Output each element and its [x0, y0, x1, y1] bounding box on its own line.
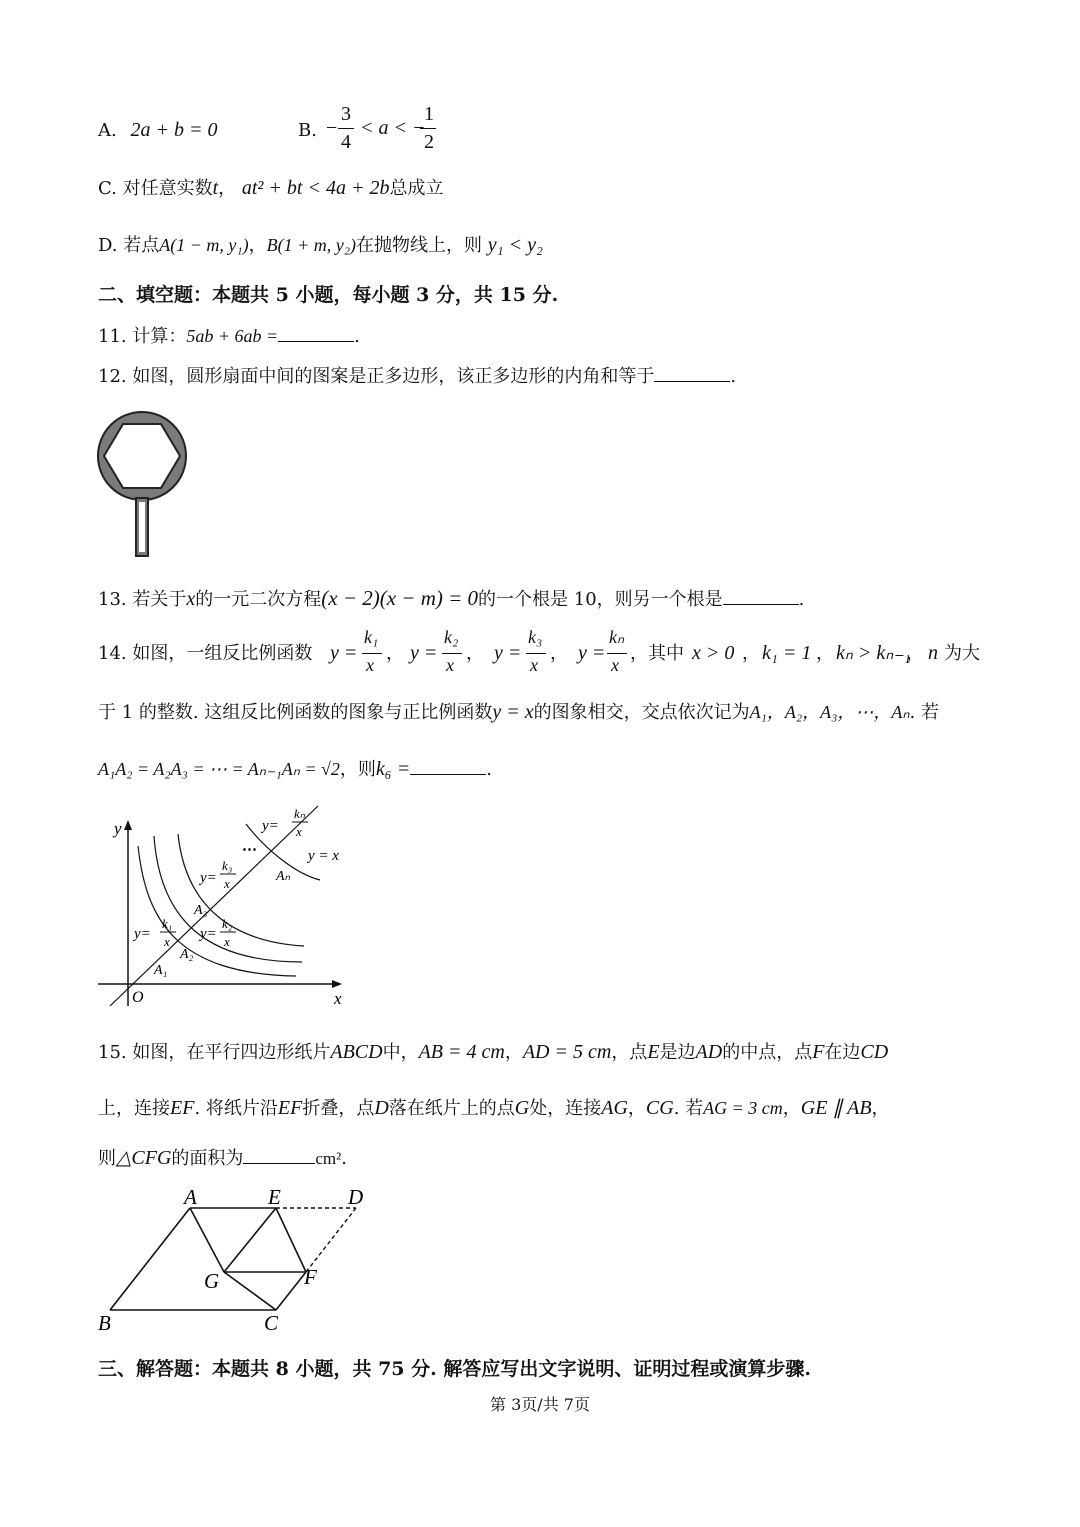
- q15-line1-c: ，点: [611, 1042, 648, 1063]
- q14-func4-k: kₙ: [609, 627, 625, 647]
- q12-text: 12. 如图，圆形扇面中间的图案是正多边形，该正多边形的内角和等于: [98, 366, 655, 387]
- question-15-line-2: [98, 1096, 890, 1120]
- q14-cond-k1: k₁ = 1: [762, 642, 812, 664]
- label-point-a1: A₁: [154, 963, 168, 978]
- segment-gc: [224, 1272, 276, 1310]
- q15-cd: CD: [860, 1041, 889, 1063]
- q15-line1-f: 的中点，点: [722, 1042, 813, 1063]
- q14-func2-bar: [442, 653, 462, 654]
- label-point-a: A: [184, 1185, 197, 1209]
- q15-e: E: [647, 1041, 660, 1063]
- q15-ad2: AD: [695, 1041, 723, 1063]
- option-d-expr: y₁ < y₂: [487, 234, 543, 256]
- question-12: [98, 366, 736, 388]
- q15-cg: CG: [645, 1097, 674, 1119]
- q15-line2-h: . 若: [673, 1098, 704, 1119]
- label-curve-k3-k: k₃: [222, 858, 233, 873]
- q14-func4-bar: [607, 653, 627, 654]
- segment-cf: [276, 1272, 306, 1310]
- label-line-y-equals-x: y = x: [308, 848, 339, 864]
- q15-g: G: [514, 1097, 530, 1119]
- label-curve-k2-y: y=: [200, 926, 217, 942]
- q15-line2-b: . 将纸片沿: [194, 1098, 278, 1119]
- q11-expr: 5ab + 6ab =: [186, 326, 279, 346]
- q14-func1-k: k₁: [364, 627, 379, 647]
- option-d-point-b: B(1 + m, y₂): [266, 235, 357, 255]
- q15-answer-blank[interactable]: [243, 1162, 315, 1164]
- q15-line1-g: 在边: [824, 1042, 861, 1063]
- q15-sep: ，: [504, 1042, 523, 1063]
- q14-func2-y: y =: [410, 642, 438, 664]
- q14-sep2: ，: [466, 643, 484, 664]
- option-b-mid: < a < −: [360, 117, 426, 139]
- q14-func4-y: y =: [578, 642, 606, 664]
- option-c-var: t: [212, 177, 219, 199]
- fan-handle-inner: [139, 502, 145, 552]
- option-d: [98, 233, 543, 257]
- q15-line2-e: 落在纸片上的点: [388, 1098, 515, 1119]
- q14-func3-bar: [526, 653, 546, 654]
- option-b-fracbar1: [338, 128, 354, 129]
- label-point-a3: A₃: [194, 903, 208, 918]
- option-b-num1: 3: [341, 103, 351, 125]
- q15-line1-b: 中，: [382, 1042, 419, 1063]
- label-point-e: E: [268, 1185, 281, 1209]
- option-c-prefix: C. 对任意实数: [98, 178, 213, 199]
- q12-end: .: [730, 366, 737, 387]
- label-point-f: F: [304, 1265, 317, 1289]
- q14-line3-expr: A₁A₂ = A₂A₃ = ⋯ = Aₙ₋₁Aₙ = √2: [98, 759, 340, 779]
- q15-ag3: AG = 3 cm: [703, 1098, 783, 1118]
- option-b-label: B.: [298, 120, 317, 141]
- q14-cond-n: n: [928, 642, 938, 664]
- x-axis-arrow-icon: [332, 980, 342, 988]
- q15-line3-b: 的面积为: [171, 1148, 244, 1169]
- label-origin: O: [132, 989, 144, 1006]
- label-point-d: D: [348, 1185, 364, 1209]
- segment-ge: [224, 1208, 276, 1272]
- q13-mid: 的一元二次方程: [195, 589, 322, 610]
- option-d-point-a: A(1 − m, y₁): [159, 235, 249, 255]
- q14-line2-b: 的图象相交，交点依次记为: [533, 702, 750, 723]
- q15-line1-a: 15. 如图，在平行四边形纸片: [98, 1042, 331, 1063]
- q14-func1-y: y =: [330, 642, 358, 664]
- option-b-num2: 1: [424, 103, 434, 125]
- q14-prefix: 14. 如图，一组反比例函数: [98, 643, 313, 664]
- q15-line2-end: ，: [871, 1098, 890, 1119]
- q15-line2-f: 处，连接: [529, 1098, 602, 1119]
- q15-ef: EF: [170, 1097, 195, 1119]
- q14-func3-y: y =: [494, 642, 522, 664]
- y-axis-arrow-icon: [124, 820, 132, 830]
- option-d-mid: 在抛物线上，则: [356, 235, 483, 256]
- q15-ab: AB = 4 cm: [418, 1041, 505, 1063]
- q14-line3-end: .: [486, 759, 492, 780]
- label-curve-k2-x: x: [224, 934, 230, 949]
- q15-line2-sep2: ，: [782, 1098, 801, 1119]
- segment-ef: [276, 1208, 306, 1272]
- q14-line1-end: 为大: [944, 643, 980, 664]
- option-a: [98, 118, 217, 142]
- q13-end: .: [798, 589, 805, 610]
- q14-func1-x: x: [366, 655, 374, 675]
- label-curve-k3-y: y=: [200, 870, 217, 886]
- question-14-line-2: [98, 700, 939, 724]
- q15-ge-parallel: GE ∥ AB: [800, 1097, 872, 1119]
- q15-line2-sep: ，: [627, 1098, 646, 1119]
- q15-abcd: ABCD: [330, 1041, 383, 1063]
- q13-answer-blank[interactable]: [723, 603, 799, 605]
- label-point-c: C: [264, 1311, 279, 1335]
- parallelogram-figure: [96, 1182, 386, 1342]
- q15-unit: cm²: [315, 1149, 342, 1168]
- option-c: [98, 176, 443, 200]
- question-14-line-3: [98, 757, 492, 781]
- question-15-line-1: [98, 1040, 888, 1064]
- section-3-heading: 三、解答题：本题共 8 小题，共 75 分. 解答应写出文字说明、证明过程或演算步骤.: [98, 1358, 811, 1380]
- q14-func2-x: x: [446, 655, 454, 675]
- option-a-label: A.: [98, 120, 117, 141]
- label-curve-k1-k: k₁: [162, 916, 173, 931]
- option-c-sep: ，: [218, 178, 237, 199]
- q14-line2-expr: y = x: [492, 701, 534, 723]
- q14-line2-points: A₁，A₂，A₃，⋯，Aₙ: [749, 702, 910, 722]
- option-d-sep: ，: [248, 235, 267, 256]
- label-point-a2: A₂: [180, 947, 194, 962]
- segment-df-dashed: [306, 1208, 356, 1272]
- q15-ad: AD = 5 cm: [522, 1041, 612, 1063]
- label-dots: ⋯: [242, 842, 257, 858]
- q11-end: .: [354, 326, 360, 347]
- q14-sep5: ，: [816, 643, 834, 664]
- q15-ef2: EF: [277, 1097, 303, 1119]
- label-curve-k1-y: y=: [134, 926, 151, 942]
- option-c-expr: at² + bt < 4a + 2b: [241, 177, 390, 199]
- q14-cond-x: x > 0: [692, 642, 735, 664]
- q14-line2-a: 于 1 的整数. 这组反比例函数的图象与正比例函数: [98, 702, 493, 723]
- q14-sep6: ，: [906, 643, 924, 664]
- q15-line3-a: 则: [98, 1148, 116, 1169]
- label-x-axis: x: [334, 989, 342, 1008]
- q14-answer-blank[interactable]: [410, 773, 486, 775]
- q14-cond-kn: kₙ > kₙ₋₁: [836, 642, 911, 664]
- label-curve-k2-k: k₂: [222, 916, 233, 931]
- q14-mid: ，其中: [630, 643, 684, 664]
- q15-line2-c: 折叠，点: [302, 1098, 375, 1119]
- q15-line1-d: 是边: [659, 1042, 696, 1063]
- q14-func4-x: x: [611, 655, 619, 675]
- q15-d: D: [374, 1097, 389, 1119]
- q14-line2-end: . 若: [909, 702, 939, 723]
- q14-sep3: ，: [550, 643, 568, 664]
- label-curve-kn-y: y=: [262, 818, 279, 834]
- question-13: [98, 586, 804, 611]
- q14-func3-x: x: [530, 655, 538, 675]
- q11-answer-blank[interactable]: [278, 340, 354, 342]
- label-point-an: Aₙ: [276, 869, 291, 884]
- label-curve-k1-x: x: [164, 934, 170, 949]
- option-b-fracbar2: [420, 128, 436, 129]
- segment-ag: [190, 1208, 224, 1272]
- q14-sep4: ，: [742, 643, 760, 664]
- option-a-expr: 2a + b = 0: [130, 119, 218, 141]
- parallelogram-outline: [110, 1208, 356, 1310]
- q14-func2-k: k₂: [444, 627, 459, 647]
- q14-sep1: ，: [386, 643, 404, 664]
- option-b-den1: 4: [341, 131, 351, 153]
- page-footer: 第 3页/共 7页: [490, 1395, 590, 1414]
- q14-line3-k: k₆ =: [375, 758, 411, 780]
- q14-func1-bar: [362, 653, 382, 654]
- curve-k3: [178, 834, 304, 946]
- label-curve-k3-x: x: [224, 876, 230, 891]
- q13-expr: (x − 2)(x − m) = 0: [321, 586, 479, 610]
- q15-line3-end: .: [341, 1148, 347, 1169]
- label-point-g: G: [204, 1269, 220, 1293]
- inverse-proportion-graph: [96, 806, 356, 1010]
- option-b-minus: −: [326, 117, 338, 139]
- label-y-axis: y: [114, 819, 122, 838]
- q15-line2-a: 上，连接: [98, 1098, 170, 1119]
- option-b-den2: 2: [424, 131, 434, 153]
- option-c-suffix: 总成立: [389, 178, 444, 199]
- question-15-line-3: [98, 1146, 347, 1170]
- q11-text: 11. 计算：: [98, 326, 187, 347]
- q13-prefix: 13. 若关于: [98, 589, 187, 610]
- q13-var: x: [186, 588, 196, 610]
- segment-ab: [110, 1208, 190, 1310]
- q13-suffix: 的一个根是 10，则另一个根是: [478, 589, 723, 610]
- label-curve-kn-k: kₙ: [294, 806, 305, 821]
- q15-ag: AG: [601, 1097, 628, 1119]
- fan-figure: [96, 410, 191, 560]
- q15-f: F: [812, 1041, 825, 1063]
- q12-answer-blank[interactable]: [654, 380, 730, 382]
- q14-line3-mid: ，则: [339, 759, 376, 780]
- q15-triangle: △CFG: [116, 1147, 172, 1169]
- q14-func3-k: k₃: [528, 627, 543, 647]
- option-d-prefix: D. 若点: [98, 235, 160, 256]
- question-11: [98, 326, 360, 348]
- label-point-b: B: [98, 1311, 111, 1335]
- section-2-heading: 二、填空题：本题共 5 小题，每小题 3 分，共 15 分.: [98, 284, 559, 306]
- label-curve-kn-x: x: [296, 824, 302, 839]
